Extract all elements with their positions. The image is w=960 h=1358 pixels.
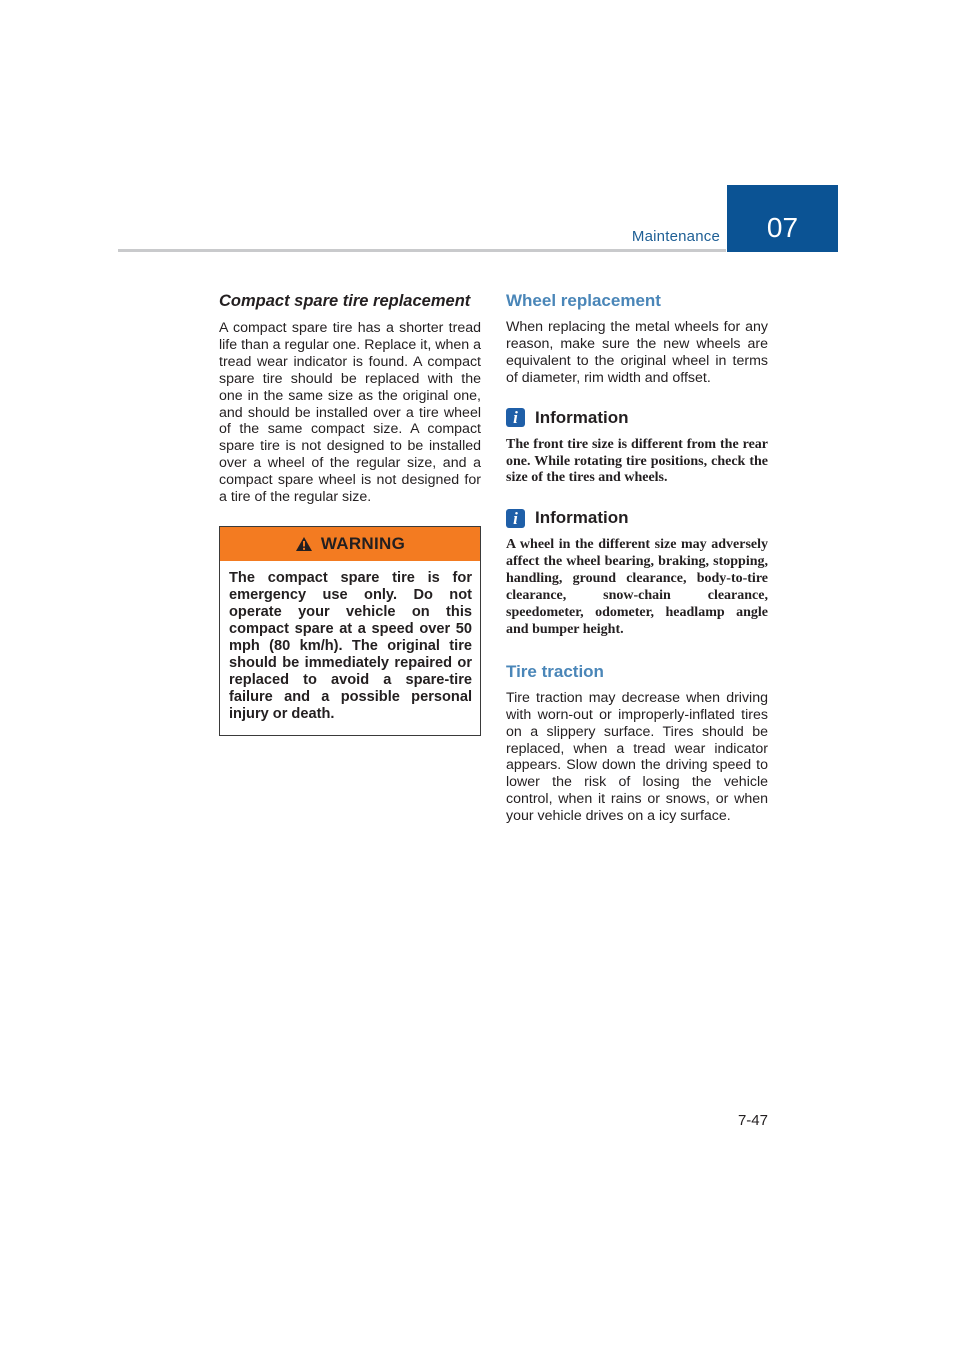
- warning-triangle-icon: [295, 536, 313, 552]
- wheel-replacement-body: When replacing the metal wheels for any reason, make sure the new wheels are equivalent to the original wheel in terms of diameter, rim width and offset.: [506, 319, 768, 386]
- info-body-2: A wheel in the different size may adversely affect the wheel bearing, braking, stopping, handling, ground clearance, body-to-tire clearance, snow-chain clearance, speedometer, odometer, headlamp angle and bumper height.: [506, 537, 768, 637]
- info-title-2: Information: [535, 508, 629, 528]
- warning-header: [220, 527, 480, 561]
- compact-spare-body: A compact spare tire has a shorter tread life than a regular one. Replace it, when a tread wear indicator is found. A compact spare tire should be replaced with the one in the same size as the original one, and should be installed over a tire wheel of the same compact size. A compact spare tire is not designed to be installed over a wheel of the regular size, and a compact spare wheel is not designed for a tire of the regular size.: [219, 320, 481, 506]
- chapter-number: 07: [766, 212, 799, 243]
- info-header-2: [506, 507, 768, 529]
- wheel-replacement-heading: Wheel replacement: [506, 291, 661, 310]
- chapter-box: [727, 185, 838, 252]
- left-column: [219, 290, 481, 736]
- info-title-1: Information: [535, 407, 629, 427]
- info-header-1: [506, 407, 768, 429]
- warning-title: WARNING: [320, 533, 406, 553]
- tire-traction-body: Tire traction may decrease when driving with worn-out or improperly-inflated tires on a slippery surface. Tires should be replaced, when a tread wear indicator appears. Slow down the driving speed to lower the risk of losing the vehicle control, when it rains or snows, or when your vehicle drives on a icy surface.: [506, 689, 768, 825]
- information-icon: i: [506, 509, 525, 528]
- tire-traction-heading: Tire traction: [506, 661, 604, 681]
- page-number: 7-47: [737, 1112, 768, 1129]
- section-name: Maintenance: [631, 228, 720, 245]
- information-icon: i: [506, 408, 525, 427]
- warning-body: The compact spare tire is for emergency use only. Do not operate your vehicle on this compact spare at a speed over 50 mph (80 km/h). The original tire should be immediately repaired or replaced to avoid a spare-tire failure and a possible personal injury or death.: [229, 569, 472, 722]
- header-rule: [118, 249, 726, 252]
- warning-box: [219, 526, 481, 736]
- right-column: [506, 290, 768, 825]
- compact-spare-heading: Compact spare tire replacement: [219, 292, 471, 310]
- info-body-1: The front tire size is different from the rear one. While rotating tire positions, check the size of the tires and wheels.: [506, 436, 768, 486]
